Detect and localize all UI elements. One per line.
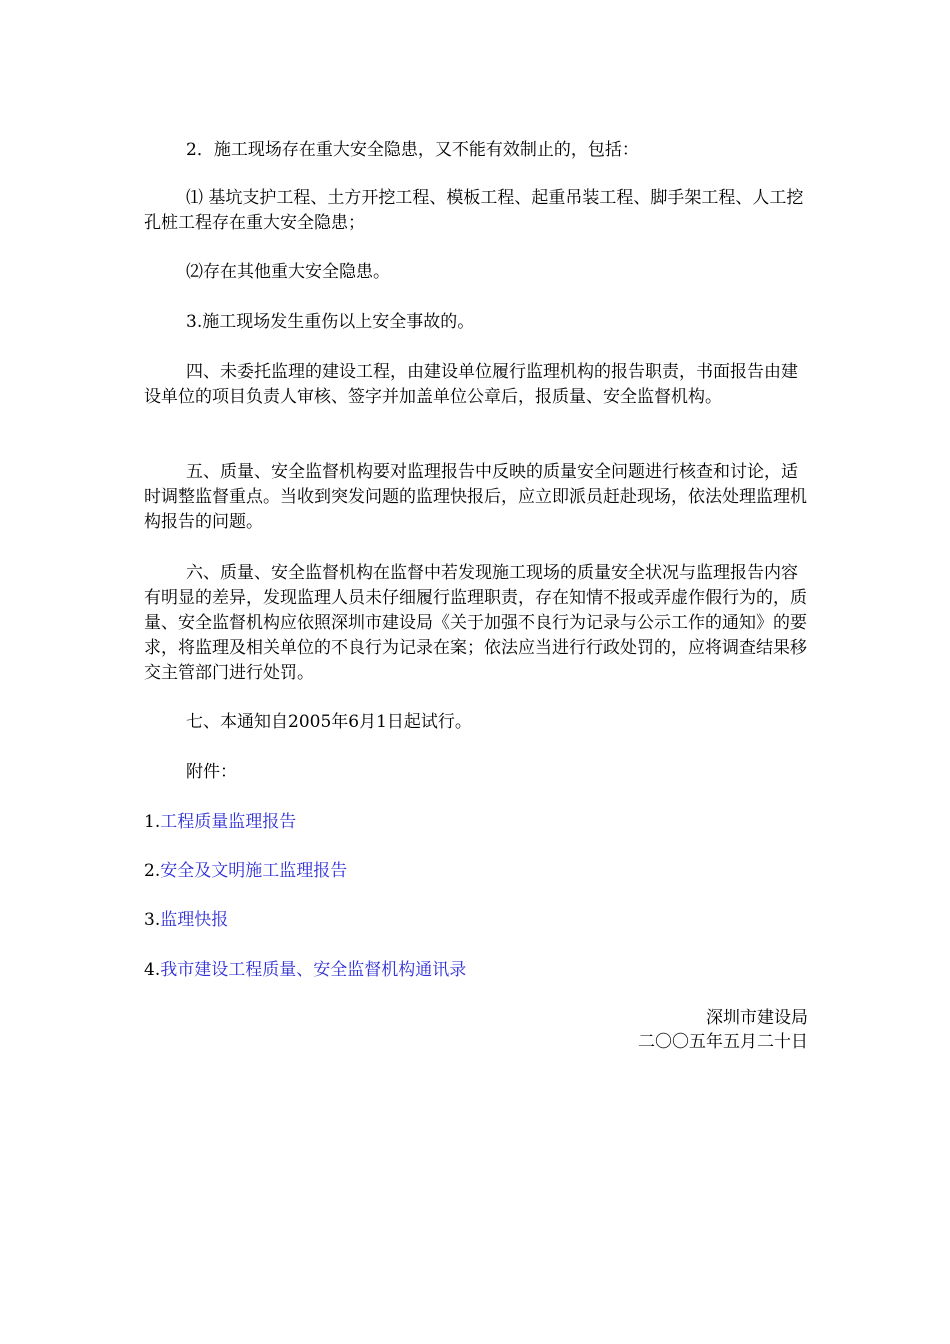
attachment-number: 1.	[144, 812, 161, 832]
attachment-link-express-report[interactable]: 监理快报	[160, 910, 229, 930]
attachment-item	[144, 810, 296, 835]
paragraph-section-5: 五、质量、安全监督机构要对监理报告中反映的质量安全问题进行核查和讨论，适时调整监督重点。当收到突发问题的监理快报后，应立即派员赶赴现场，依法处理监理机构报告的问题。	[144, 462, 807, 532]
attachment-number: 4.	[144, 960, 161, 980]
attachment-item	[144, 859, 347, 884]
attachment-link-directory[interactable]: 我市建设工程质量、安全监督机构通讯录	[160, 960, 467, 980]
paragraph-subitem-1: ⑴ 基坑支护工程、土方开挖工程、模板工程、起重吊装工程、脚手架工程、人工挖孔桩工程存在重大安全隐患；	[144, 188, 804, 233]
paragraph-section-4: 四、未委托监理的建设工程，由建设单位履行监理机构的报告职责，书面报告由建设单位的项目负责人审核、签字并加盖单位公章后，报质量、安全监督机构。	[144, 362, 798, 407]
attachment-number: 3.	[144, 910, 161, 930]
paragraph-subitem-2: ⑵存在其他重大安全隐患。	[186, 262, 390, 282]
paragraph-section-6: 六、质量、安全监督机构在监督中若发现施工现场的质量安全状况与监理报告内容有明显的差异，发现监理人员未仔细履行监理职责，存在知情不报或弄虚作假行为的，质量、安全监督机构应依照深圳市建设局《关于加强不良行为记录与公示工作的通知》的要求，将监理及相关单位的不良行为记录在案；依法应当进行行政处罚的，应将调查结果移交主管部门进行处罚。	[144, 563, 807, 683]
attachment-link-quality-report[interactable]: 工程质量监理报告	[160, 812, 297, 832]
attachment-link-safety-report[interactable]: 安全及文明施工监理报告	[160, 861, 348, 881]
attachments-heading: 附件：	[186, 762, 237, 782]
paragraph-item-2: 2．施工现场存在重大安全隐患，又不能有效制止的，包括：	[186, 140, 639, 160]
signature-organization: 深圳市建设局	[706, 1008, 808, 1028]
attachment-number: 2.	[144, 861, 161, 881]
attachment-item	[144, 908, 228, 933]
paragraph-item-3: 3.施工现场发生重伤以上安全事故的。	[186, 312, 475, 332]
paragraph-section-7: 七、本通知自2005年6月1日起试行。	[186, 712, 472, 732]
signature-date: 二〇〇五年五月二十日	[638, 1032, 808, 1052]
attachment-item	[144, 958, 466, 983]
